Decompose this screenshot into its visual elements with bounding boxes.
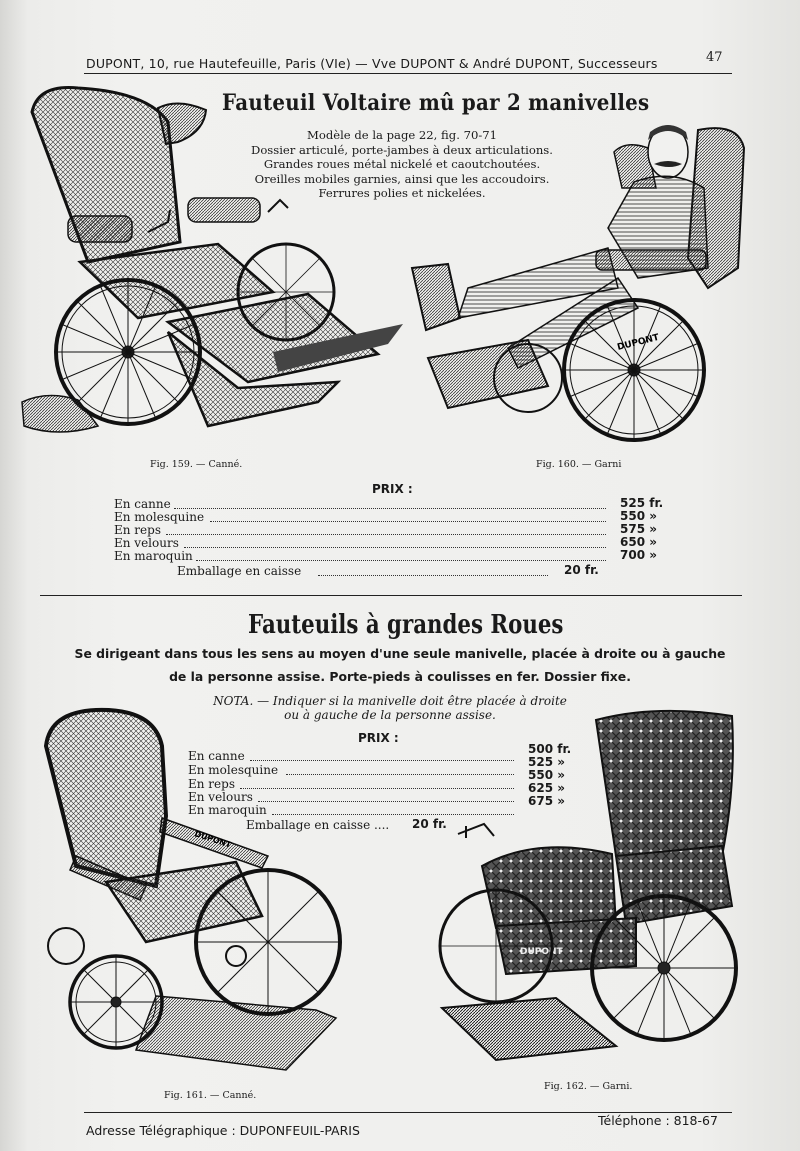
price-value: 550 » [528,768,565,782]
desc-line: Grandes roues métal nickelé et caoutchoutées. [263,157,541,171]
chair-badge-text: DUPONT [193,829,233,850]
section-divider [40,595,742,596]
price-value: 550 » [620,509,657,523]
fig159-cane-chair-illustration [18,82,408,454]
price-value: 525 fr. [620,496,664,510]
price-value: 525 » [528,755,565,769]
section2-prix-label: PRIX : [358,731,399,745]
fig162-garni-chair-illustration [436,706,756,1076]
price-label: En reps [114,523,161,537]
leader-dots [196,560,606,561]
price-label: En velours [114,536,179,550]
fig160-caption: Fig. 160. — Garni [536,459,622,470]
section2-subtitle-line1: Se dirigeant dans tous les sens au moyen d'une seule manivelle, placée à droite ou à gauche [74,646,726,661]
leader-dots [184,547,606,548]
price-value: 675 » [528,794,565,808]
fig162-caption: Fig. 162. — Garni. [544,1081,633,1092]
page-header: DUPONT, 10, rue Hautefeuille, Paris (VIe) — Vve DUPONT & André DUPONT, Successeurs [86,56,658,71]
price-value: 700 » [620,548,657,562]
page-number: 47 [706,50,723,65]
price-value: 650 » [620,535,657,549]
section2-subtitle-line2: de la personne assise. Porte-pieds à coulisses en fer. Dossier fixe. [169,669,631,684]
desc-line: Oreilles mobiles garnies, ainsi que les accoudoirs. [254,171,550,186]
fig161-caption: Fig. 161. — Canné. [164,1090,257,1101]
price-value: 575 » [620,522,657,536]
leader-dots [210,521,606,522]
wheel-badge-text: DUPONT [616,332,661,353]
price-label: En molesquine [188,763,279,777]
telegraph-address: Adresse Télégraphique : DUPONFEUIL-PARIS [86,1123,360,1138]
price-label: En reps [188,777,235,791]
desc-line: Dossier articulé, porte-jambes à deux articulations. [251,142,553,157]
leader-dots [318,575,548,576]
chair-badge-text: DUPONT [520,947,563,957]
price-label: En molesquine [114,510,205,524]
leader-dots [166,534,606,535]
packing-label: Emballage en caisse .... [246,818,390,832]
telephone-number: Téléphone : 818-67 [598,1113,718,1128]
price-label: En canne [114,497,171,511]
header-rule [84,73,732,74]
fig161-cane-chair-illustration [36,706,360,1090]
fig160-garni-chair-illustration [408,118,748,458]
price-value: 625 » [528,781,565,795]
price-label: En maroquin [114,549,193,563]
packing-label: Emballage en caisse [177,564,302,578]
price-label: En canne [188,749,245,763]
nota-line2: ou à gauche de la personne assise. [284,708,496,722]
fig159-caption: Fig. 159. — Canné. [150,459,243,470]
nota-line1: NOTA. — Indiquer si la manivelle doit être placée à droite [213,694,567,708]
section1-prix-label: PRIX : [372,482,413,496]
desc-line: Modèle de la page 22, fig. 70-71 [306,128,498,142]
desc-line: Ferrures polies et nickelées. [318,186,486,200]
price-label: En maroquin [188,803,267,817]
packing-value: 20 fr. [412,817,447,831]
packing-value: 20 fr. [564,563,599,577]
price-value: 500 fr. [528,742,572,756]
section1-title: Fauteuil Voltaire mû par 2 manivelles [222,90,650,116]
section2-title: Fauteuils à grandes Roues [248,610,564,640]
leader-dots [174,508,606,509]
price-label: En velours [188,790,253,804]
